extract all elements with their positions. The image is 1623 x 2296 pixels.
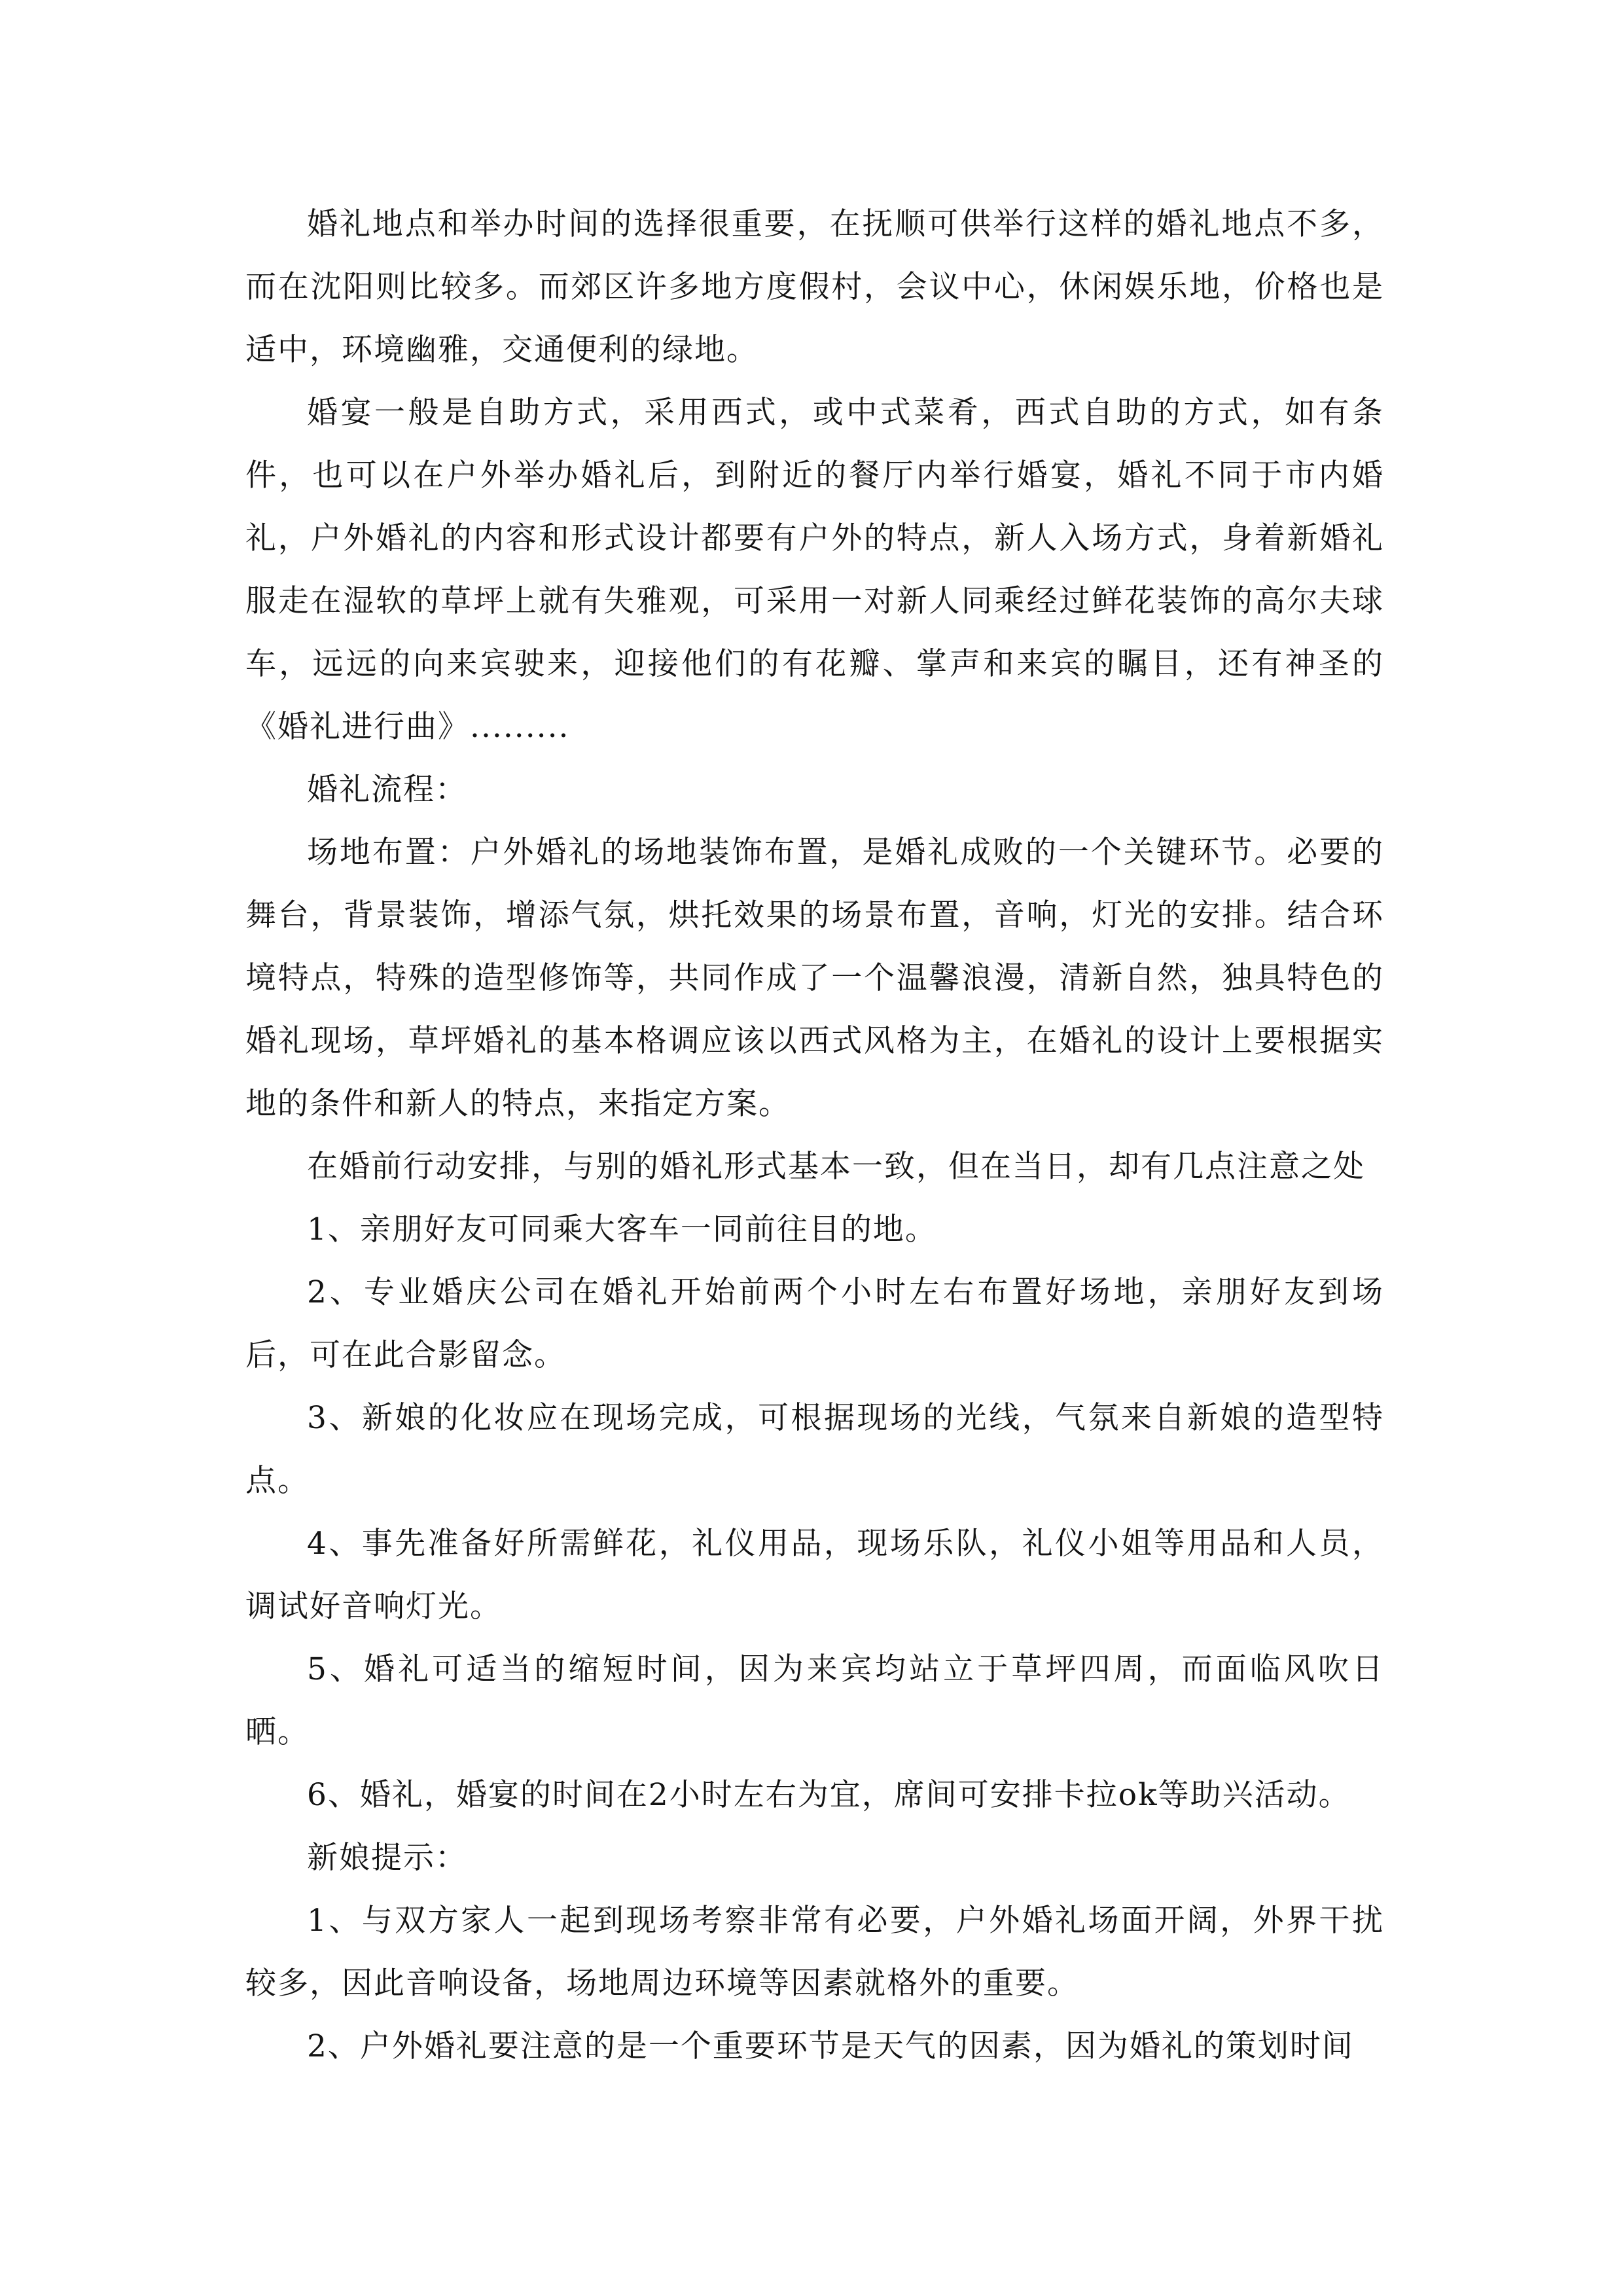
paragraph-banquet: 婚宴一般是自助方式，采用西式，或中式菜肴，西式自助的方式，如有条件，也可以在户外举办婚礼后，到附近的餐厅内举行婚宴，婚礼不同于市内婚礼，户外婚礼的内容和形式设计都要有户外的特点，新人入场方式，身着新婚礼服走在湿软的草坪上就有失雅观，可采用一对新人同乘经过鲜花装饰的高尔夫球车，远远的向来宾驶来，迎接他们的有花瓣、掌声和来宾的瞩目，还有神圣的《婚礼进行曲》......... <box>245 395 1384 745</box>
paragraph-schedule-notes: 在婚前行动安排，与别的婚礼形式基本一致，但在当日，却有几点注意之处 <box>307 1149 1365 1185</box>
list-item-3: 3、新娘的化妆应在现场完成，可根据现场的光线，气氛来自新娘的造型特点。 <box>245 1400 1384 1499</box>
list-item-5: 5、婚礼可适当的缩短时间，因为来宾均站立于草坪四周，而面临风吹日晒。 <box>245 1651 1384 1750</box>
heading-bride-tips: 新娘提示： <box>307 1840 467 1876</box>
document-body <box>245 193 1384 2078</box>
tip-item-1: 1、与双方家人一起到现场考察非常有必要，户外婚礼场面开阔，外界干扰较多，因此音响设备，场地周边环境等因素就格外的重要。 <box>245 1903 1384 2001</box>
list-item-4: 4、事先准备好所需鲜花，礼仪用品，现场乐队，礼仪小姐等用品和人员，调试好音响灯光。 <box>245 1526 1384 1624</box>
paragraph-venue-time: 婚礼地点和举办时间的选择很重要，在抚顺可供举行这样的婚礼地点不多，而在沈阳则比较多。而郊区许多地方度假村，会议中心，休闲娱乐地，价格也是适中，环境幽雅，交通便利的绿地。 <box>245 206 1384 368</box>
tip-item-2: 2、户外婚礼要注意的是一个重要环节是天气的因素，因为婚礼的策划时间 <box>307 2028 1354 2064</box>
list-item-6: 6、婚礼，婚宴的时间在2小时左右为宜，席间可安排卡拉ok等助兴活动。 <box>307 1777 1351 1813</box>
paragraph-venue-setup: 场地布置：户外婚礼的场地装饰布置，是婚礼成败的一个关键环节。必要的舞台，背景装饰，增添气氛，烘托效果的场景布置，音响，灯光的安排。结合环境特点，特殊的造型修饰等，共同作成了一个温馨浪漫，清新自然，独具特色的婚礼现场，草坪婚礼的基本格调应该以西式风格为主，在婚礼的设计上要根据实地的条件和新人的特点，来指定方案。 <box>245 834 1384 1122</box>
list-item-2: 2、专业婚庆公司在婚礼开始前两个小时左右布置好场地，亲朋好友到场后，可在此合影留念。 <box>245 1274 1384 1373</box>
list-item-1: 1、亲朋好友可同乘大客车一同前往目的地。 <box>307 1211 937 1247</box>
heading-wedding-process: 婚礼流程： <box>307 772 467 808</box>
